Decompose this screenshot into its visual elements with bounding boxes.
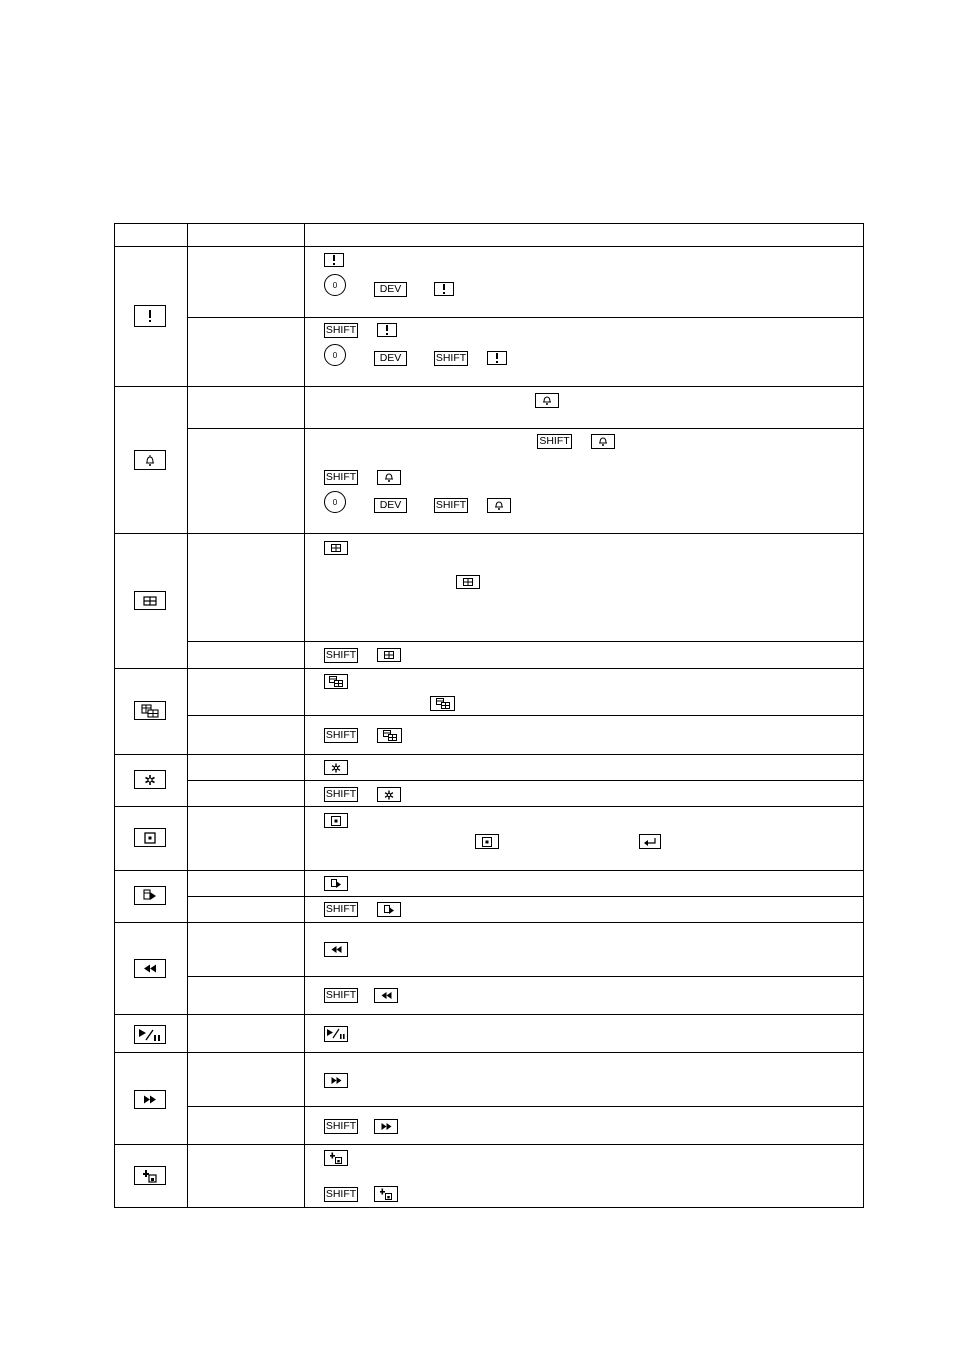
shift-key (324, 648, 358, 663)
header-separator (114, 246, 863, 247)
shift-key (324, 988, 358, 1003)
column-divider (304, 223, 305, 1208)
row-divider (114, 806, 863, 807)
shift-key (324, 787, 358, 802)
shift-key-label: SHIFT (325, 1188, 357, 1201)
fast-forward-key-icon (324, 1073, 348, 1088)
column-divider (187, 223, 188, 1208)
alarm-key-icon (434, 282, 454, 296)
quad-grid-key-icon (456, 575, 480, 589)
copy-key-icon (324, 1150, 348, 1166)
shift-key-label: SHIFT (325, 649, 357, 662)
dev-key-label: DEV (379, 352, 402, 365)
row-divider (114, 386, 863, 387)
row-divider (187, 428, 863, 429)
row-divider (187, 780, 863, 781)
row-divider (114, 668, 863, 669)
play-pause-key-icon (324, 1026, 348, 1042)
alarm-key-icon (487, 351, 507, 365)
shift-key (324, 1187, 358, 1202)
row-divider (114, 922, 863, 923)
enter-key-icon (639, 834, 661, 849)
zero-dial-key (324, 344, 346, 366)
table-border-bottom (114, 1207, 863, 1208)
sequence-key-icon (134, 886, 166, 905)
row-divider (114, 754, 863, 755)
fast-forward-key-icon (374, 1119, 398, 1134)
alarm-key-icon (134, 305, 166, 327)
quad-grid-key-icon (377, 648, 401, 662)
shift-key (537, 434, 572, 449)
zoom-key-icon (324, 813, 348, 828)
row-divider (187, 317, 863, 318)
row-divider (114, 1014, 863, 1015)
row-divider (114, 870, 863, 871)
copy-key-icon (134, 1166, 166, 1185)
row-divider (114, 533, 863, 534)
multi-screen-key-icon (430, 696, 455, 711)
bell-key-icon (134, 450, 166, 470)
shift-key-label: SHIFT (539, 435, 570, 448)
multi-screen-key-icon (134, 701, 166, 720)
multi-screen-key-icon (377, 728, 402, 743)
zero-key-label: 0 (332, 280, 338, 290)
shift-key-label: SHIFT (325, 903, 357, 916)
shift-key-label: SHIFT (325, 729, 357, 742)
quad-grid-key-icon (134, 591, 166, 610)
shift-key (434, 498, 468, 513)
rewind-key-icon (374, 988, 398, 1003)
shift-key-label: SHIFT (435, 352, 467, 365)
row-divider (114, 1052, 863, 1053)
bell-key-icon (535, 393, 559, 408)
quad-grid-key-icon (324, 541, 348, 555)
sequence-key-icon (377, 902, 401, 917)
dev-key-label: DEV (379, 499, 402, 512)
bell-key-icon (377, 470, 401, 485)
shift-key (324, 902, 358, 917)
freeze-key-icon (377, 787, 401, 802)
zero-key-label: 0 (332, 497, 338, 507)
dev-key (374, 282, 407, 297)
copy-key-icon (374, 1186, 398, 1202)
fast-forward-key-icon (134, 1090, 166, 1109)
zoom-key-icon (134, 828, 166, 847)
key-function-table (114, 223, 863, 1207)
shift-key-label: SHIFT (325, 471, 357, 484)
row-divider (187, 641, 863, 642)
shift-key (434, 351, 468, 366)
shift-key-label: SHIFT (325, 788, 357, 801)
sequence-key-icon (324, 876, 348, 891)
table-border-right (863, 223, 864, 1208)
dev-key-label: DEV (379, 283, 402, 296)
shift-key-label: SHIFT (325, 989, 357, 1002)
shift-key (324, 470, 358, 485)
row-divider (187, 1106, 863, 1107)
zero-dial-key (324, 274, 346, 296)
multi-screen-key-icon (324, 674, 348, 689)
play-pause-key-icon (134, 1025, 166, 1044)
shift-key-label: SHIFT (325, 324, 357, 337)
zero-key-label: 0 (332, 350, 338, 360)
freeze-key-icon (134, 770, 166, 789)
row-divider (187, 976, 863, 977)
alarm-key-icon (324, 253, 344, 267)
shift-key-label: SHIFT (325, 1120, 357, 1133)
shift-key-label: SHIFT (435, 499, 467, 512)
rewind-key-icon (134, 959, 166, 978)
row-divider (114, 1144, 863, 1145)
table-border-top (114, 223, 863, 224)
table-border-left (114, 223, 115, 1208)
row-divider (187, 715, 863, 716)
zero-dial-key (324, 491, 346, 513)
bell-key-icon (591, 434, 615, 449)
bell-key-icon (487, 498, 511, 513)
freeze-key-icon (324, 760, 348, 775)
shift-key (324, 323, 358, 338)
dev-key (374, 351, 407, 366)
dev-key (374, 498, 407, 513)
zoom-key-icon (475, 834, 499, 849)
shift-key (324, 728, 358, 743)
row-divider (187, 896, 863, 897)
alarm-key-icon (377, 323, 397, 337)
rewind-key-icon (324, 942, 348, 957)
shift-key (324, 1119, 358, 1134)
